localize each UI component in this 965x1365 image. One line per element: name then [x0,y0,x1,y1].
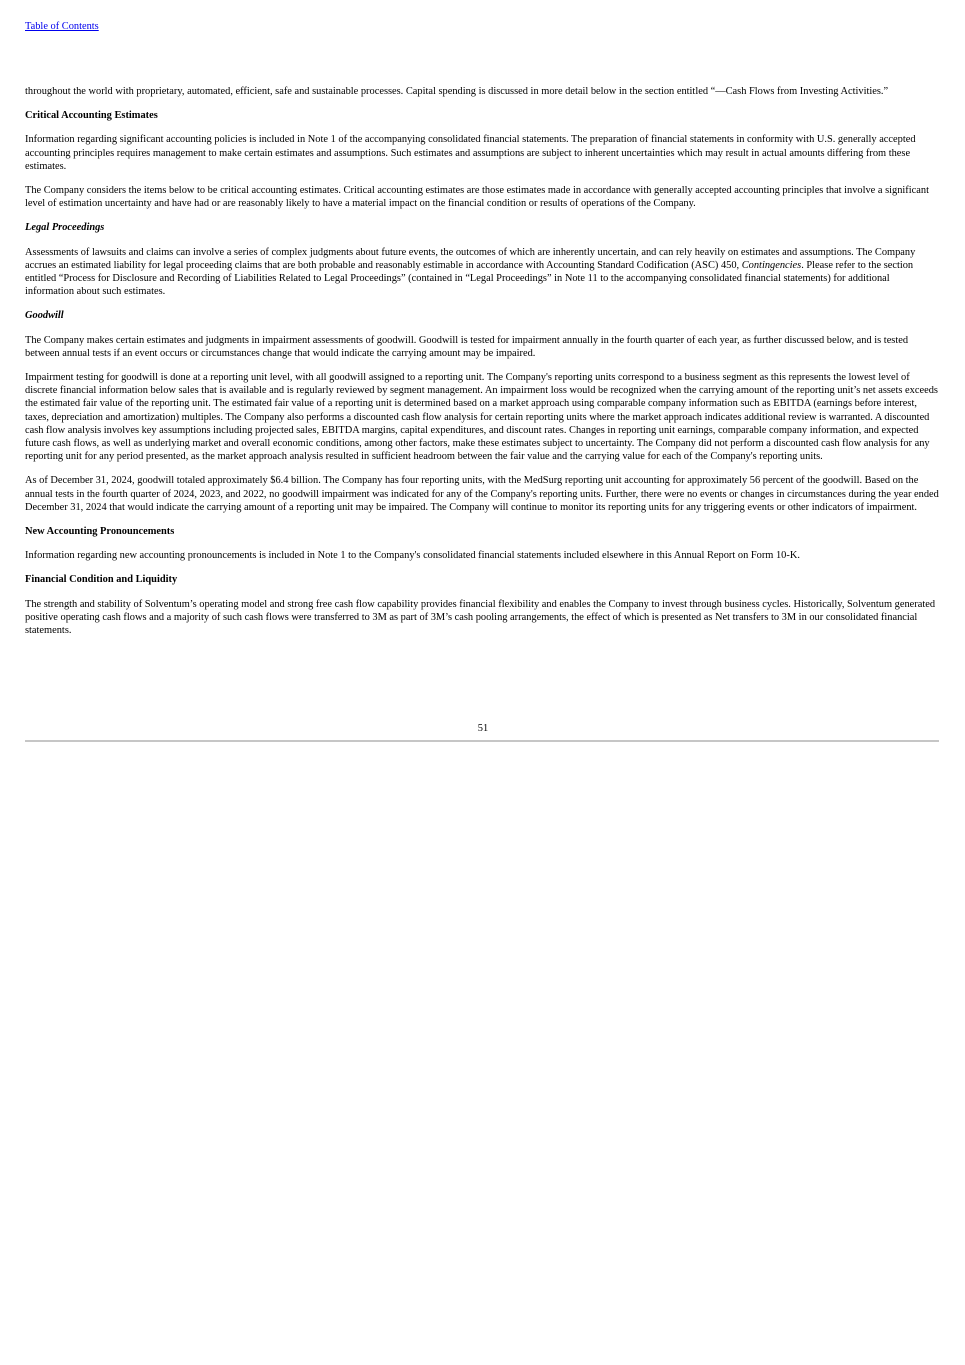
page-content [25,85,941,648]
legal-text-part-1: Assessments of lawsuits and claims can involve a series of complex judgments about future events, the outcomes of which are inherently uncertain, and can rely heavily on estimates and assumptions. The Company accrues an estimated liability for legal proceeding claims that are both probable and reasonably estimable in accordance with Accounting Standard Codification (ASC) 450, [25,246,916,271]
page-number: 51 [477,723,489,734]
legal-text-part-2: . Please refer to the section entitled “Process for Disclosure and Recording of Liabilities Related to Legal Proceedings” (contained in “Legal Proceedings” in Note 11 to the accompanying consolidated financial statements) for additional information about such estimates. [25,259,914,298]
goodwill-paragraph-2: Impairment testing for goodwill is done at a reporting unit level, with all goodwill assigned to a reporting unit. The Company's reporting units correspond to a business segment as this represents the lowest level of discrete financial information below sales that is available and is regularly reviewed by segment management. An impairment loss would be recognized when the carrying amount of the reporting unit’s net assets exceeds the estimated fair value of the reporting unit. The estimated fair value of a reporting unit is determined based on a market approach using comparable company information such as EBITDA (earnings before interest, taxes, depreciation and amortization) multiples. The Company also performs a discounted cash flow analysis for certain reporting units where the market approach indicates additional review is warranted. A discounted cash flow analysis involves key assumptions including projected sales, EBITDA margins, capital expenditures, and discount rates. Changes in reporting unit earnings, comparable company information, and expected future cash flows, as well as underlying market and overall economic conditions, among other factors, make these estimates subject to uncertainty. The Company did not perform a discounted cash flow analysis for any reporting unit for any period presented, as the market approach analysis resulted in sufficient headroom between the fair value and the carrying value for each of the Company's reporting units. [25,372,938,463]
critical-accounting-estimates-heading: Critical Accounting Estimates [25,110,158,122]
critical-estimates-paragraph-2: The Company considers the items below to be critical accounting estimates. Critical accounting estimates are those estimates made in accordance with generally accepted accounting principles that involve a significant level of estimation uncertainty and have had or are reasonably likely to have a material impact on the financial condition or results of operations of the Company. [25,185,929,210]
new-accounting-paragraph: Information regarding new accounting pronouncements is included in Note 1 to the Company's consolidated financial statements included elsewhere in this Annual Report on Form 10-K. [25,550,800,562]
goodwill-paragraph-3: As of December 31, 2024, goodwill totaled approximately $6.4 billion. The Company has four reporting units, with the MedSurg reporting unit accounting for approximately 56 percent of the goodwill. Based on the annual tests in the fourth quarter of 2024, 2023, and 2022, no goodwill impairment was indicated for any of the Company's reporting units. Further, there were no events or changes in circumstances during the year ended December 31, 2024 that would indicate the carrying amount of a reporting unit may be impaired. The Company will continue to monitor its reporting units for any triggering events or other indicators of impairment. [25,475,939,513]
page-divider [25,740,939,742]
financial-condition-paragraph: The strength and stability of Solventum’s operating model and strong free cash flow capability provides financial flexibility and enables the Company to invest through business cycles. Historically, Solventum generated positive operating cash flows and a majority of such cash flows were transferred to 3M as part of 3M’s cash pooling arrangements, the effect of which is presented as Net transfers to 3M in our consolidated financial statements. [25,598,936,637]
critical-estimates-paragraph-1: Information regarding significant accounting policies is included in Note 1 of the accompanying consolidated financial statements. The preparation of financial statements in conformity with U.S. generally accepted accounting principles requires management to make certain estimates and assumptions. Such estimates and assumptions are subject to inherent uncertainties which may result in actual amounts differing from these estimates. [25,134,916,172]
intro-paragraph: throughout the world with proprietary, automated, efficient, safe and sustainable processes. Capital spending is discussed in more detail below in the section entitled “—Cash Flows from Investing Activities.” [25,86,889,97]
contingencies-italic: Contingencies [741,259,802,271]
financial-condition-heading: Financial Condition and Liquidity [25,574,178,586]
legal-proceedings-paragraph [25,246,941,299]
legal-proceedings-heading: Legal Proceedings [25,222,105,234]
table-of-contents-link[interactable]: Table of Contents [25,21,99,32]
new-accounting-pronouncements-heading: New Accounting Pronouncements [25,526,175,538]
goodwill-heading: Goodwill [25,310,64,322]
goodwill-paragraph-1: The Company makes certain estimates and judgments in impairment assessments of goodwill. Goodwill is tested for impairment annually in the fourth quarter of each year, as further discussed below, and is tested between annual tests if an event occurs or circumstances change that would indicate the carrying amount may be impaired. [25,334,909,359]
